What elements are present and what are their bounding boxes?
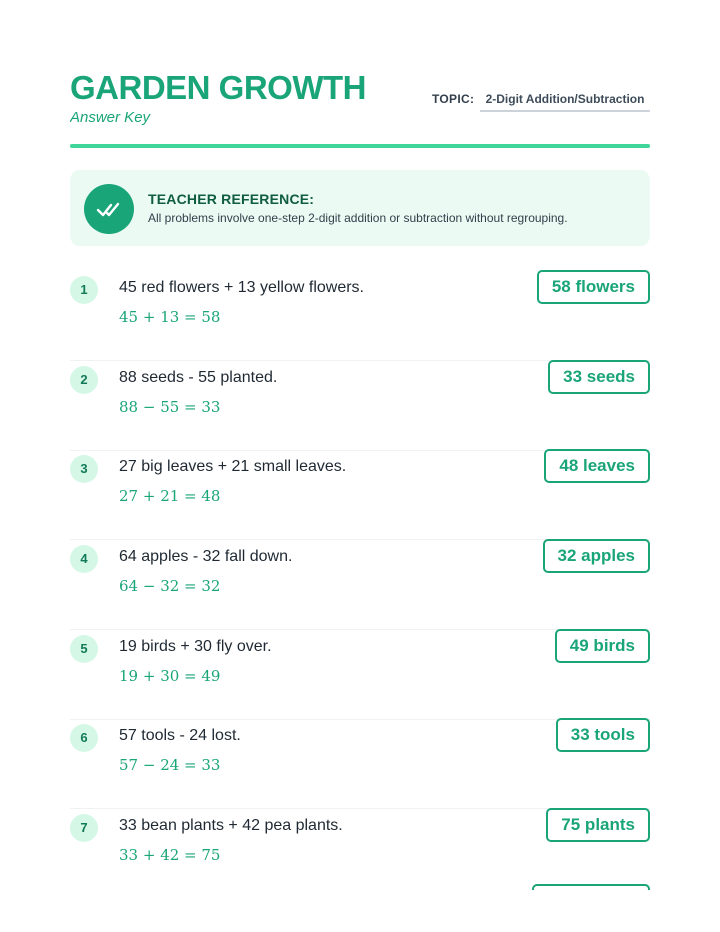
problem-number: 4	[70, 545, 98, 573]
problem-question: 64 apples - 32 fall down.	[119, 548, 293, 565]
worksheet-header	[70, 68, 650, 148]
page-subtitle: Answer Key	[70, 109, 151, 126]
answer-box: 49 birds	[555, 629, 650, 663]
problem-equation: 33 + 42 = 75	[119, 846, 221, 864]
problem-equation: 64 − 32 = 32	[119, 577, 221, 595]
problem-item	[70, 270, 650, 361]
notice-text: All problems involve one-step 2-digit addition or subtraction without regrouping.	[148, 211, 568, 225]
answer-box	[532, 884, 650, 890]
problem-equation: 27 + 21 = 48	[119, 487, 221, 505]
problem-number: 5	[70, 635, 98, 663]
page-title: GARDEN GROWTH	[70, 69, 366, 106]
problem-item	[70, 360, 650, 451]
problem-question: 19 birds + 30 fly over.	[119, 638, 272, 655]
answer-box: 48 leaves	[544, 449, 650, 483]
problem-question: 57 tools - 24 lost.	[119, 727, 241, 744]
answer-box: 32 apples	[543, 539, 651, 573]
worksheet-page	[70, 0, 650, 890]
answer-box: 33 seeds	[548, 360, 650, 394]
problem-equation: 45 + 13 = 58	[119, 308, 221, 326]
problem-item	[70, 718, 650, 809]
problem-number: 2	[70, 366, 98, 394]
header-divider	[70, 144, 650, 148]
problem-number: 7	[70, 814, 98, 842]
problem-item	[70, 539, 650, 630]
problem-equation: 19 + 30 = 49	[119, 667, 221, 685]
problem-equation: 88 − 55 = 33	[119, 398, 221, 416]
double-check-icon	[84, 184, 134, 234]
problem-number: 6	[70, 724, 98, 752]
answer-box: 33 tools	[556, 718, 650, 752]
problem-question: 27 big leaves + 21 small leaves.	[119, 458, 347, 475]
problem-equation: 57 − 24 = 33	[119, 756, 221, 774]
answer-box: 58 flowers	[537, 270, 650, 304]
problem-item	[70, 808, 650, 890]
problem-number: 3	[70, 455, 98, 483]
problem-item	[70, 449, 650, 540]
problem-number: 1	[70, 276, 98, 304]
teacher-reference-box	[70, 170, 650, 246]
answer-box: 75 plants	[546, 808, 650, 842]
problem-item	[70, 884, 650, 890]
problem-item	[70, 629, 650, 720]
topic-label: TOPIC:	[432, 92, 475, 106]
problem-question: 88 seeds - 55 planted.	[119, 369, 278, 386]
problem-question: 33 bean plants + 42 pea plants.	[119, 817, 343, 834]
notice-heading: TEACHER REFERENCE:	[148, 191, 315, 207]
problem-question: 45 red flowers + 13 yellow flowers.	[119, 279, 364, 296]
topic-value: 2-Digit Addition/Subtraction	[480, 90, 650, 112]
